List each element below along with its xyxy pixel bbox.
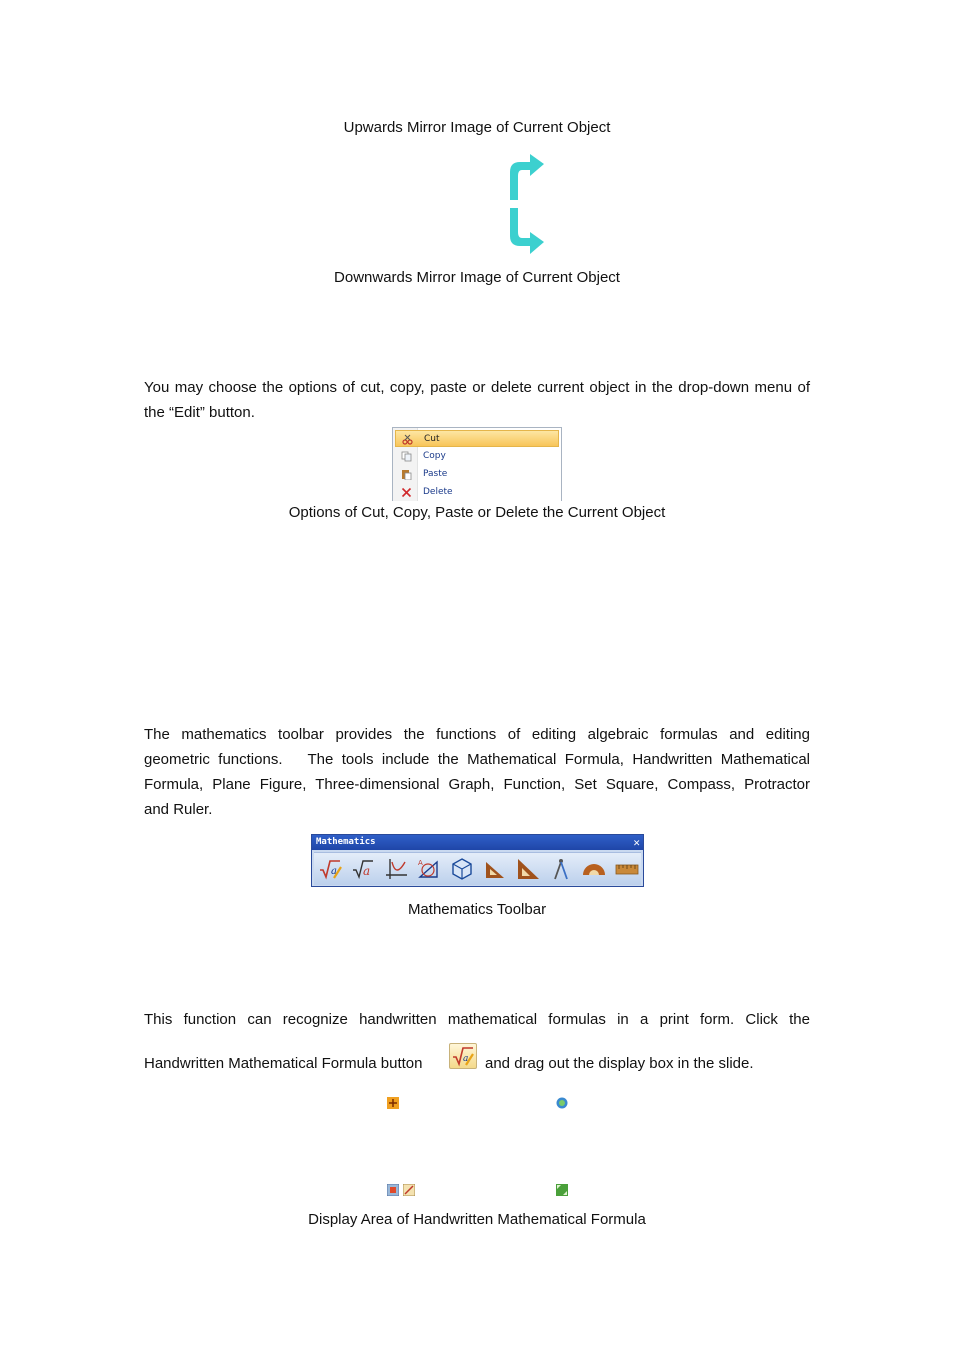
menu-item-label: Cut — [424, 434, 440, 444]
edit-dropdown-menu — [392, 427, 562, 501]
function-graph-icon — [383, 856, 409, 882]
math-paragraph-line-1: The mathematics toolbar provides the functions of editing algebraic formulas and editing — [144, 726, 810, 743]
svg-text:a: a — [331, 866, 337, 877]
handwritten-paragraph-line-2b: and drag out the display box in the slide. — [485, 1055, 754, 1072]
display-area-caption: Display Area of Handwritten Mathematical Formula — [308, 1211, 646, 1228]
compass-icon — [548, 856, 574, 882]
toolbar-buttons — [314, 852, 641, 885]
copy-icon — [401, 451, 412, 462]
edit-menu-caption: Options of Cut, Copy, Paste or Delete the Current Object — [288, 504, 666, 521]
mathematics-toolbar — [311, 834, 644, 887]
handwritten-formula-button[interactable] — [317, 856, 343, 882]
handwritten-formula-icon — [450, 1044, 476, 1068]
close-icon[interactable]: ✕ — [633, 836, 640, 849]
set-square-large-button[interactable] — [515, 856, 541, 882]
menu-item-label: Copy — [423, 451, 446, 461]
toolbar-title-bar[interactable] — [312, 835, 643, 850]
menu-item-paste[interactable] — [395, 466, 559, 483]
protractor-icon — [581, 856, 607, 882]
ruler-icon — [614, 856, 640, 882]
svg-text:a: a — [463, 1054, 469, 1064]
scissors-icon — [402, 434, 413, 445]
svg-text:A: A — [418, 859, 423, 867]
three-dimensional-graph-button[interactable] — [449, 856, 475, 882]
compass-button[interactable] — [548, 856, 574, 882]
formula-icon — [350, 856, 376, 882]
mirror-arrows-icon — [504, 142, 548, 266]
menu-item-delete[interactable] — [395, 484, 559, 501]
upwards-mirror-caption: Upwards Mirror Image of Current Object — [343, 119, 611, 136]
menu-item-cut[interactable] — [395, 430, 559, 447]
function-graph-button[interactable] — [383, 856, 409, 882]
set-square-large-icon — [515, 856, 541, 882]
downwards-mirror-caption: Downwards Mirror Image of Current Object — [334, 269, 620, 286]
three-dimensional-graph-icon — [449, 856, 475, 882]
handwritten-paragraph-line-2a: Handwritten Mathematical Formula button — [144, 1055, 423, 1072]
set-square-button[interactable] — [482, 856, 508, 882]
math-toolbar-caption: Mathematics Toolbar — [407, 901, 547, 918]
resize-icon[interactable] — [556, 1184, 568, 1196]
math-paragraph-line-4: and Ruler. — [144, 801, 213, 818]
handwritten-formula-button-inline[interactable] — [449, 1043, 477, 1069]
menu-item-label: Delete — [423, 487, 453, 497]
handwritten-formula-icon — [317, 856, 343, 882]
recognize-icon[interactable] — [387, 1184, 399, 1196]
handwritten-paragraph-line-1: This function can recognize handwritten mathematical formulas in a print form. Click the — [144, 1011, 810, 1028]
svg-text:a: a — [363, 864, 371, 878]
math-paragraph-line-2: geometric functions. The tools include the Mathematical Formula, Handwritten Mathematical — [144, 751, 810, 768]
menu-item-copy[interactable] — [395, 448, 559, 465]
set-square-icon — [482, 856, 508, 882]
edit-formula-icon[interactable] — [403, 1184, 415, 1196]
plane-figure-icon — [416, 856, 442, 882]
delete-x-icon — [401, 487, 412, 498]
menu-item-label: Paste — [423, 469, 448, 479]
plane-figure-button[interactable] — [416, 856, 442, 882]
ruler-button[interactable] — [614, 856, 640, 882]
math-paragraph-line-3: Formula, Plane Figure, Three-dimensional Graph, Function, Set Square, Compass, Protractor — [144, 776, 810, 793]
paste-icon — [401, 469, 412, 480]
formula-button[interactable] — [350, 856, 376, 882]
toolbar-title: Mathematics — [316, 837, 376, 847]
protractor-button[interactable] — [581, 856, 607, 882]
edit-paragraph: You may choose the options of cut, copy, paste or delete current object in the drop-down menu of the “Edit” button. — [144, 379, 810, 421]
rotate-icon[interactable] — [556, 1097, 568, 1109]
move-icon[interactable] — [387, 1097, 399, 1109]
